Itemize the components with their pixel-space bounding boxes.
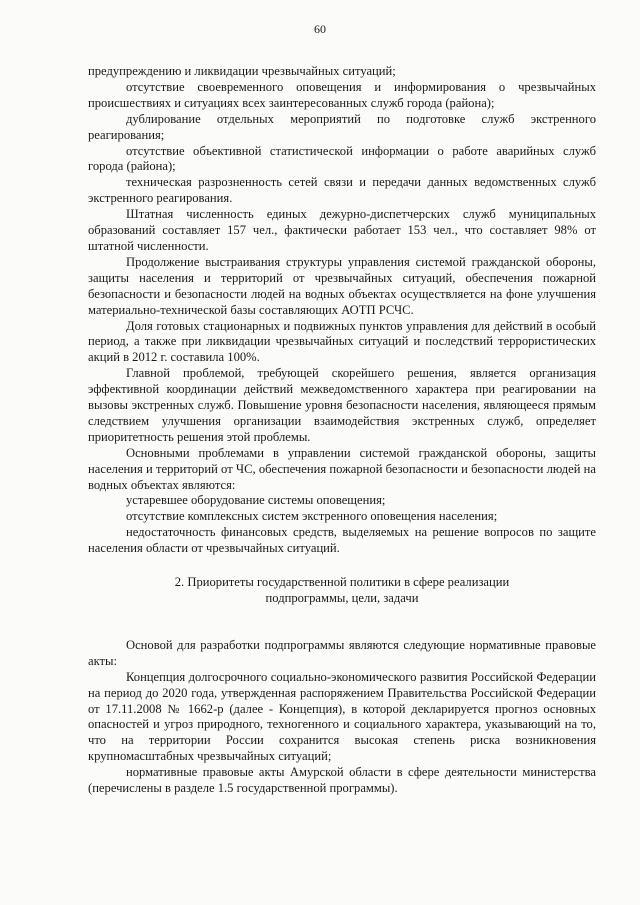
paragraph: Основными проблемами в управлении системой гражданской обороны, защиты населения и территорий от ЧС, обеспечения пожарной безопасности и безопасности людей на водных объектах являются: [88, 445, 596, 492]
paragraph: Продолжение выстраивания структуры управления системой гражданской обороны, защиты населения и территорий от чрезвычайных ситуаций, обеспечения пожарной безопасности и безопасности людей на водных объектах осуществляется на фоне улучшения материально-технической базы составляющих АОТП РСЧС. [88, 254, 596, 317]
section-heading [88, 575, 596, 607]
paragraph: Концепция долгосрочного социально-экономического развития Российской Федерации на период до 2020 года, утвержденная распоряжением Правительства Российской Федерации от 17.11.2008 № 1662-р (далее - Концепция), в которой декларируется прогноз основных опасностей и угроз природного, техногенного и социального характера, указывающий на то, что на территории России сохранится высокая степень риска возникновения крупномасштабных чрезвычайных ситуаций; [88, 669, 596, 764]
paragraph: отсутствие объективной статистической информации о работе аварийных служб города (района); [88, 143, 596, 174]
paragraph: техническая разрозненность сетей связи и передачи данных ведомственных служб экстренного реагирования. [88, 175, 596, 206]
list-item: недостаточность финансовых средств, выделяемых на решение вопросов по защите населения области от чрезвычайных ситуаций. [88, 525, 596, 556]
paragraph: отсутствие своевременного оповещения и информирования о чрезвычайных происшествиях и ситуациях всех заинтересованных служб города (района); [88, 79, 596, 110]
paragraph: Доля готовых стационарных и подвижных пунктов управления для действий в особый период, а также при ликвидации чрезвычайных ситуаций и последствий террористических акций в 2012 г. составила 100%. [88, 318, 596, 365]
list-item: отсутствие комплексных систем экстренного оповещения населения; [126, 509, 498, 524]
paragraph: Основой для разработки подпрограммы являются следующие нормативные правовые акты: [88, 637, 596, 668]
list-item: устаревшее оборудование системы оповещения; [126, 493, 386, 508]
paragraph: Штатная численность единых дежурно-диспетчерских служб муниципальных образований составляет 157 чел., фактически работает 153 чел., что составляет 98% от штатной численности. [88, 207, 596, 253]
section-heading-line-2: подпрограммы, цели, задачи [265, 591, 419, 605]
paragraph: нормативные правовые акты Амурской области в сфере деятельности министерства (перечислены в разделе 1.5 государственной программы). [88, 765, 596, 796]
document-body [88, 64, 596, 797]
paragraph: предупреждению и ликвидации чрезвычайных ситуаций; [88, 64, 396, 78]
page-number: 60 [314, 22, 326, 36]
section-heading-line-1: 2. Приоритеты государственной политики в сфере реализации [174, 575, 510, 590]
paragraph: дублирование отдельных мероприятий по подготовке служб экстренного реагирования; [88, 111, 596, 142]
paragraph: Главной проблемой, требующей скорейшего решения, является организация эффективной координации действий межведомственного характера при реагировании на вызовы экстренных служб. Повышение уровня безопасности населения, являющееся прямым следствием улучшения организации взаимодействия экстренных служб, определяет приоритетность решения этой проблемы. [88, 366, 596, 444]
